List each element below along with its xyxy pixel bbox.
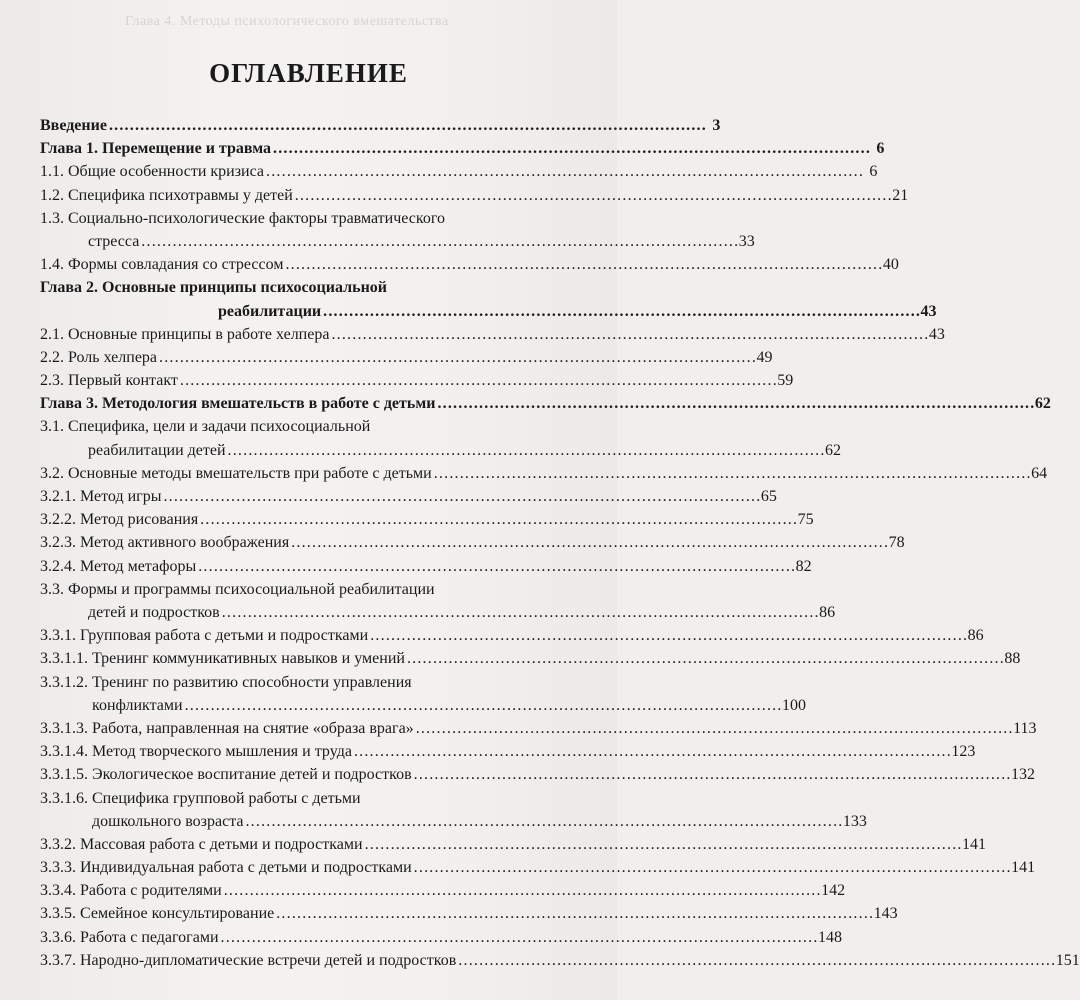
toc-page-number: 151 [1055,951,1080,969]
dot-leader [221,926,816,949]
toc-page-number: 21 [892,186,909,204]
toc-page-number: 141 [1011,859,1036,877]
dot-leader [224,879,819,902]
toc-page-number: 40 [882,256,899,274]
dot-leader [437,392,1032,415]
toc-entry-continuation: конфликтами [92,696,183,714]
toc-entry-text: 3.3.2. Массовая работа с детьми и подростками [40,835,363,853]
dot-leader [266,160,861,183]
toc-entry [40,671,806,717]
toc-page-number: 6 [876,140,885,158]
toc-entry-text: 1.4. Формы совладания со стрессом [40,256,284,274]
toc-entry-text: 3.2.2. Метод рисования [40,511,199,529]
dot-leader [141,230,736,253]
toc-page-number: 6 [869,163,878,181]
toc-entry-text: 1.3. Социально-психологические факторы травматического [40,209,445,227]
dot-leader [245,810,840,833]
toc-entry-text: 3.3.1.6. Специфика групповой работы с детьми [40,789,361,807]
toc-entry-continuation: дошкольного возраста [92,812,244,830]
toc-entry-continuation: реабилитации [218,302,322,320]
toc-page-number: 62 [824,441,841,459]
toc-entry-text: 3.3.6. Работа с педагогами [40,928,219,946]
dot-leader [414,763,1009,786]
toc-entry-text: 3.3. Формы и программы психосоциальной реабилитации [40,580,435,598]
toc-page-number: 148 [817,928,842,946]
toc-entry [40,253,899,276]
toc-entry [40,508,814,531]
toc-entry-text: 3.3.1.4. Метод творческого мышления и труда [40,743,352,761]
toc-page-number: 43 [928,325,945,343]
toc-entry-text: 2.3. Первый контакт [40,372,178,390]
toc-entry [40,485,777,508]
toc-entry [40,555,812,578]
toc-entry-text: 2.2. Роль хелпера [40,348,158,366]
toc-entry-text: 3.3.1.5. Экологическое воспитание детей и подростков [40,766,412,784]
dot-leader [273,137,868,160]
toc-entry [40,160,878,183]
dot-leader [414,856,1009,879]
toc-entry [40,114,721,137]
toc-page-number: 123 [951,743,976,761]
toc-entry-text: 3.3.1.1. Тренинг коммуникативных навыков и умений [40,650,405,668]
dot-leader [416,717,1011,740]
dot-leader [228,439,823,462]
toc-entry-text: 3.3.1.2. Тренинг по развитию способности управления [40,673,412,691]
dot-leader [365,833,960,856]
toc-entry-text: Глава 3. Методология вмешательств в работе с детьми [40,395,436,413]
toc-entry [40,578,836,624]
dot-leader [331,323,926,346]
dot-leader [276,902,871,925]
toc-page-number: 143 [873,905,898,923]
toc-entry-text: 3.2.4. Метод метафоры [40,557,197,575]
toc-entry-continuation: детей и подростков [88,604,220,621]
toc-entry-text: 2.1. Основные принципы в работе хелпера [40,325,330,343]
dot-leader [159,346,754,369]
toc-entry [40,833,986,856]
toc-entry [40,763,1036,786]
toc-entry-text: 3.3.5. Семейное консультирование [40,905,275,923]
toc-entry-text: 3.3.7. Народно-дипломатические встречи детей и подростков [40,951,457,969]
toc-entry [40,207,755,253]
toc-entry-text: 3.3.4. Работа с родителями [40,882,222,900]
dot-leader [295,184,890,207]
toc-entry [40,184,909,207]
toc-entry [40,137,885,160]
page-title: ОГЛАВЛЕНИЕ [209,58,408,88]
toc-entry-text: 1.2. Специфика психотравмы у детей [40,186,293,204]
toc-page-number: 82 [795,557,812,575]
toc-entry [40,369,794,392]
toc-entry [40,949,1080,972]
toc-entry-text: 3.2.1. Метод игры [40,488,162,506]
toc-entry [40,647,1021,670]
dot-leader [163,485,758,508]
dot-leader [222,601,817,624]
dot-leader [434,462,1029,485]
toc-page-number: 141 [962,835,986,853]
dot-leader [109,114,704,137]
bleed-through-header: Глава 4. Методы психологического вмешательства [125,14,449,29]
toc-entry-text: Глава 2. Основные принципы психосоциальной [40,279,387,297]
toc-entry-text: 1.1. Общие особенности кризиса [40,163,265,181]
toc-entry [40,740,976,763]
table-of-contents [40,114,1080,972]
dot-leader [323,300,918,323]
dot-leader [458,949,1053,972]
toc-entry [40,276,937,322]
dot-leader [185,694,780,717]
toc-entry [40,415,841,461]
toc-entry [40,531,905,554]
dot-leader [180,369,775,392]
toc-entry [40,624,984,647]
toc-page-number: 86 [819,604,836,621]
toc-page-number: 43 [920,302,937,320]
toc-entry-text: 3.3.1.3. Работа, направленная на снятие «образа врага» [40,719,414,737]
dot-leader [407,647,1002,670]
dot-leader [370,624,965,647]
toc-entry [40,346,773,369]
toc-page-number: 100 [781,696,806,714]
toc-page-number: 62 [1034,395,1051,413]
toc-page-number: 59 [777,372,794,390]
toc-entry [40,392,1051,415]
toc-page-number: 3 [712,117,721,134]
toc-page-number: 132 [1011,766,1036,784]
toc-entry-text: Введение [40,117,107,134]
toc-entry [40,902,898,925]
toc-page-number: 113 [1013,719,1037,737]
toc-entry-text: 3.3.3. Индивидуальная работа с детьми и подростками [40,859,412,877]
toc-page-number: 78 [888,534,905,552]
toc-page-number: 75 [797,511,814,529]
toc-page-number: 64 [1031,464,1048,482]
dot-leader [198,555,793,578]
toc-entry [40,926,842,949]
toc-page-number: 86 [967,627,984,645]
toc-page-number: 88 [1004,650,1021,668]
toc-page-number: 133 [842,812,867,830]
dot-leader [200,508,795,531]
toc-entry-continuation: стресса [88,232,140,250]
toc-entry [40,323,945,346]
toc-entry [40,879,846,902]
toc-entry-text: 3.1. Специфика, цели и задачи психосоциальной [40,418,371,436]
toc-entry [40,717,1037,740]
toc-page-number: 142 [821,882,846,900]
toc-entry-text: 3.2.3. Метод активного воображения [40,534,290,552]
dot-leader [291,531,886,554]
toc-entry [40,856,1036,879]
toc-page-number: 49 [756,348,773,366]
dot-leader [354,740,949,763]
toc-entry-text: 3.3.1. Групповая работа с детьми и подростками [40,627,369,645]
dot-leader [285,253,880,276]
toc-entry-continuation: реабилитации детей [88,441,226,459]
toc-entry-text: Глава 1. Перемещение и травма [40,140,272,158]
toc-entry-text: 3.2. Основные методы вмешательств при работе с детьми [40,464,432,482]
toc-entry [40,462,1048,485]
toc-page-number: 33 [738,232,755,250]
toc-page-number: 65 [760,488,777,506]
toc-entry [40,787,867,833]
